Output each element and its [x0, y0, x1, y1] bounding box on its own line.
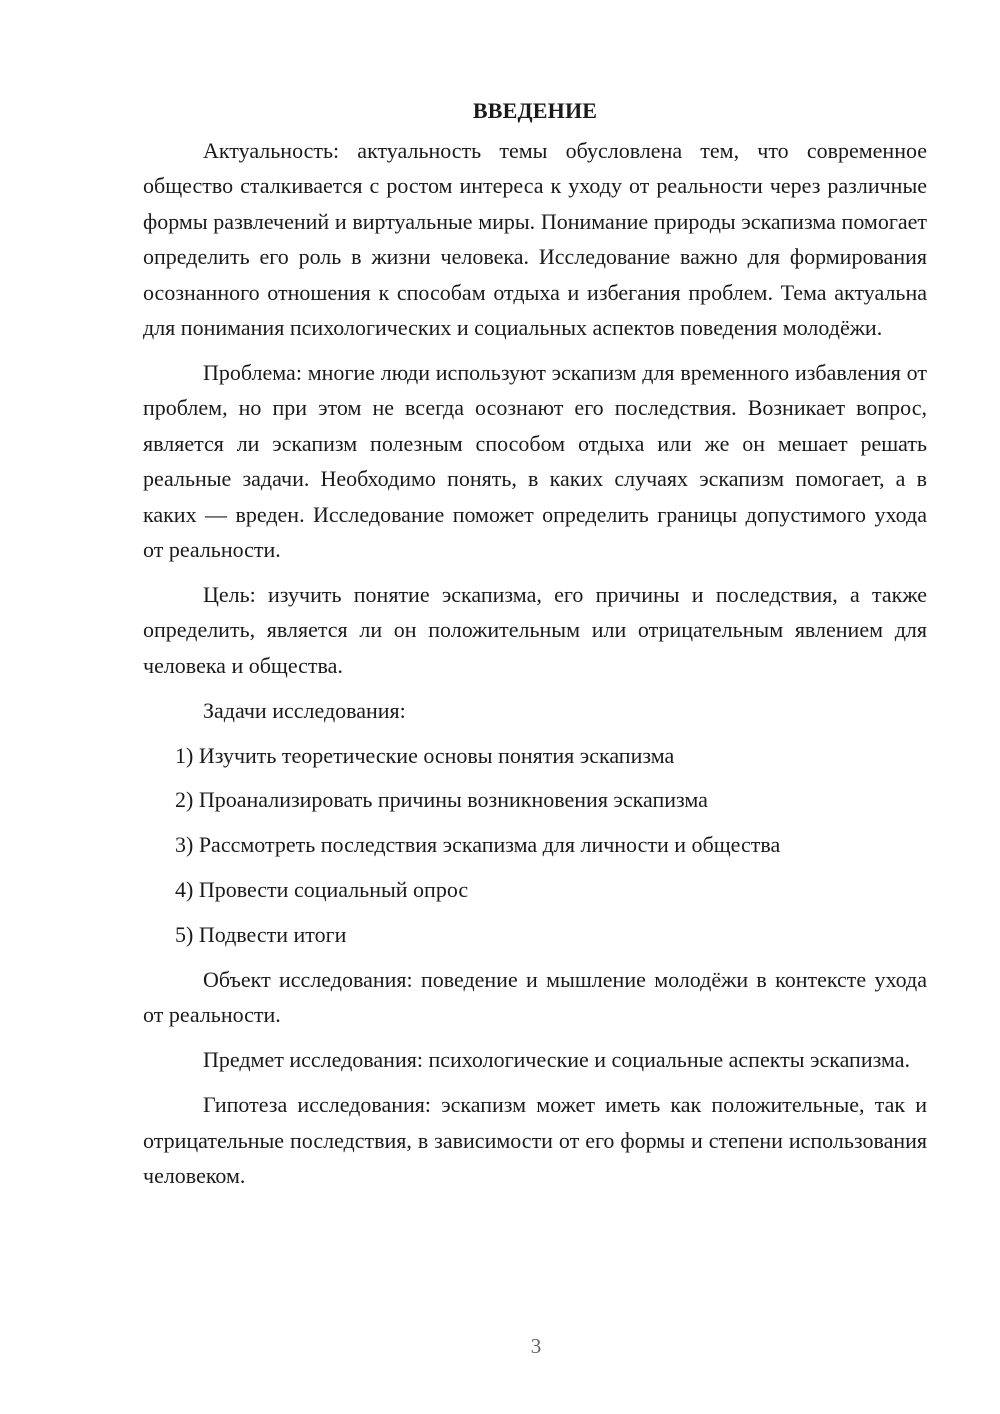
task-item: 3) Рассмотреть последствия эскапизма для личности и общества	[175, 832, 781, 858]
document-page	[143, 96, 927, 1203]
task-item: 1) Изучить теоретические основы понятия эскапизма	[175, 742, 675, 768]
problem-paragraph: Проблема: многие люди используют эскапизм для временного избавления от проблем, но при этом не всегда осознают его последствия. Возникает вопрос, является ли эскапизм полезным способом отдыха или же он мешает решать реальные задачи. Необходимо понять, в каких случаях эскапизм помогает, а в каких — вреден. Исследование поможет определить границы допустимого ухода от реальности.	[143, 359, 927, 562]
object-paragraph: Объект исследования: поведение и мышление молодёжи в контексте ухода от реальности.	[143, 967, 927, 1028]
tasks-heading: Задачи исследования:	[203, 697, 406, 723]
subject-paragraph: Предмет исследования: психологические и социальные аспекты эскапизма.	[203, 1047, 911, 1073]
relevance-paragraph: Актуальность: актуальность темы обусловлена тем, что современное общество сталкивается с ростом интереса к уходу от реальности через различные формы развлечений и виртуальные миры. Понимание природы эскапизма помогает определить его роль в жизни человека. Исследование важно для формирования осознанного отношения к способам отдыха и избегания проблем. Тема актуальна для понимания психологических и социальных аспектов поведения молодёжи.	[143, 138, 927, 341]
goal-paragraph: Цель: изучить понятие эскапизма, его причины и последствия, а также определить, является ли он положительным или отрицательным явлением для человека и общества.	[143, 581, 927, 678]
task-item: 5) Подвести итоги	[175, 922, 347, 948]
page-number: 3	[530, 1334, 542, 1358]
page-title: ВВЕДЕНИЕ	[472, 98, 598, 123]
task-item: 2) Проанализировать причины возникновения эскапизма	[175, 787, 708, 813]
tasks-list	[143, 738, 927, 953]
task-item: 4) Провести социальный опрос	[175, 877, 469, 903]
hypothesis-paragraph: Гипотеза исследования: эскапизм может иметь как положительные, так и отрицательные последствия, в зависимости от его формы и степени использования человеком.	[143, 1092, 927, 1189]
